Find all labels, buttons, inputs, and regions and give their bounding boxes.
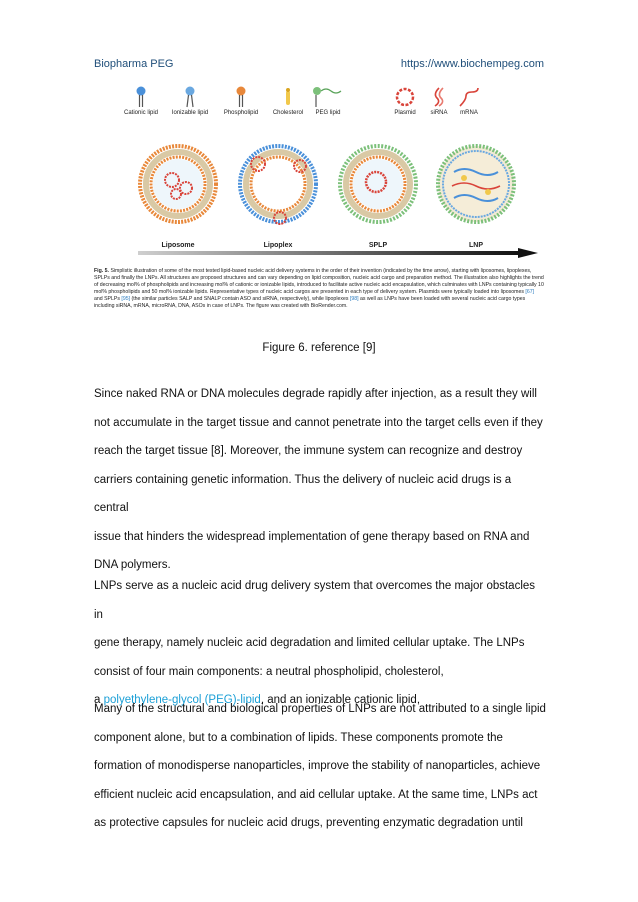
caption-text: as well as LNPs have been loaded with several nucleic acid cargo types including siRNA, mRNA, microRNA, DNA, ASOs in case of LNPs. The figure was created with BioRender.com. [94,295,526,309]
splp-particle [336,142,420,226]
paragraph-line: gene therapy, namely nucleic acid degradation and limited cellular uptake. The LNPs [94,637,525,649]
caption-text: Simplistic illustration of some of the most tested lipid-based nucleic acid delivery systems in the order of their invention (indicated by the time arrow), starting with liposomes, lipoplexes, SPLPs and finally the LNPs. All structures are proposed structures and can vary depending on lipid composition, nucleic acid cargo and preparation method. The illustration also highlights the trend of decreasing mol% of phospholipids and increasing mol% of cationic or ionizable lipids, introduced to facilitate active nucleic acid encapsulation, which culminates with LNPs containing typically 10 mol% phospholipids and 50 mol% ionizable lipids. Representative types of nucleic acid cargos are presented in each type of delivery system. Plasmids were typically loaded into liposomes [94,268,544,295]
legend-label: Phospholipid [223,110,259,116]
figure-title: Figure 6. reference [9] [262,342,376,354]
legend-label: PEG lipid [315,110,341,116]
caption-text: and SPLPs [94,295,122,302]
paragraph-2 [94,572,546,715]
cholesterol-icon [283,86,293,108]
legend-plasmid [390,86,420,116]
paragraph-line: Many of the structural and biological properties of LNPs are not attributed to a single lipid [94,703,546,715]
caption-text: (the similar particles SALP and SNALP contain ASO and siRNA, respectively), while lipoplexes [130,295,350,302]
line-prefix: a [94,694,104,706]
paragraph-1 [94,380,546,580]
liposome-diagram [136,142,220,226]
line-suffix: , and an ionizable cationic lipid, [260,694,421,706]
legend-label: Cationic lipid [123,110,159,116]
paragraph-line: formation of monodisperse nanoparticles, improve the stability of nanoparticles, achieve [94,760,541,772]
legend-cholesterol [270,86,306,116]
legend-label: Cholesterol [272,110,304,116]
caption-fig-no: Fig. 5. [94,268,109,274]
phospholipid-icon [235,86,247,108]
paragraph-line: not accumulate in the target tissue and cannot penetrate into the target cells even if they [94,416,543,429]
plasmid-icon [394,86,416,108]
header-brand: Biopharma PEG [94,58,174,70]
paragraph-line: component alone, but to a combination of lipids. These components promote the [94,731,503,744]
legend-sirna [426,86,452,116]
legend-peg-lipid [308,86,348,116]
paragraph-line: as protective capsules for nucleic acid drugs, preventing enzymatic degradation until [94,817,523,829]
cationic-lipid-icon [135,86,147,108]
lnp-diagram [434,142,518,226]
paragraph-line: DNA polymers. [94,559,171,571]
particles-row [94,142,544,252]
legend-mrna [456,86,482,116]
legend-cationic-lipid [122,86,160,116]
paragraph-line: issue that hinders the widespread implementation of gene therapy based on RNA and [94,530,530,543]
paragraph-3 [94,695,546,838]
legend-label: siRNA [430,110,448,116]
paragraph-line: consist of four main components: a neutral phospholipid, cholesterol, [94,665,444,678]
time-arrow [138,248,538,258]
paragraph-line: efficient nucleic acid encapsulation, and aid cellular uptake. At the same time, LNPs act [94,788,538,801]
figure-legend [94,82,544,128]
legend-phospholipid [222,86,260,116]
mrna-icon [458,86,480,108]
paragraph-line: LNPs serve as a nucleic acid drug delivery system that overcomes the major obstacles in [94,580,536,621]
peg-lipid-link[interactable]: polyethylene-glycol (PEG)-lipid [103,694,261,706]
paragraph-line: carriers containing genetic information. Thus the delivery of nucleic acid drugs is a central [94,473,512,514]
caption-ref-link[interactable]: [95] [121,295,131,302]
lipoplex-particle [236,142,320,226]
lnp-particle [434,142,518,226]
particle-label-liposome: Liposome [161,242,195,249]
caption-ref-link[interactable]: [98] [349,295,359,302]
particle-label-lnp: LNP [469,242,483,249]
ionizable-lipid-icon [184,86,196,108]
legend-label: mRNA [460,110,478,116]
caption-ref-link[interactable]: [67] [525,288,535,295]
figure-caption [94,268,544,309]
figure-illustration [94,82,544,330]
header-url-link[interactable]: https://www.biochempeg.com [400,58,544,70]
splp-diagram [336,142,420,226]
paragraph-line: Since naked RNA or DNA molecules degrade rapidly after injection, as a result they will [94,388,537,400]
page-header [94,58,544,74]
paragraph-line: reach the target tissue [8]. Moreover, the immune system can recognize and destroy [94,445,523,457]
particle-label-lipoplex: Lipoplex [263,242,293,249]
legend-label: Plasmid [394,110,416,116]
legend-ionizable-lipid [170,86,210,116]
peg-lipid-icon [311,86,345,108]
particle-label-splp: SPLP [368,242,388,249]
legend-label: Ionizable lipid [171,110,209,116]
lipoplex-diagram [236,142,320,226]
liposome-particle [136,142,220,226]
sirna-icon [431,86,447,108]
